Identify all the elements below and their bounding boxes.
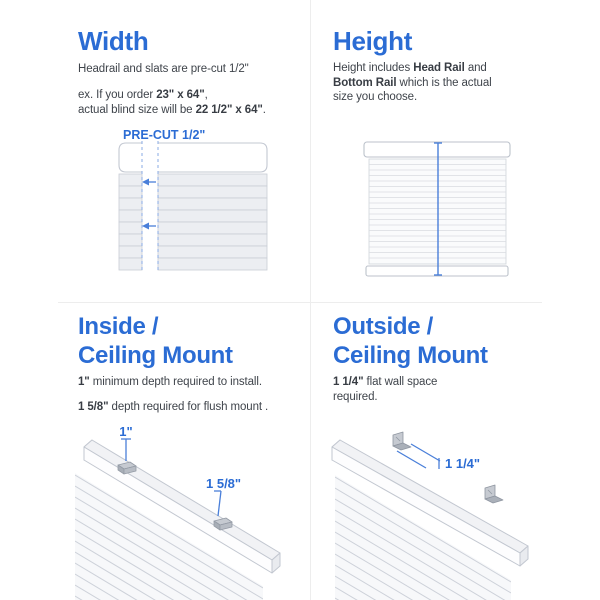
wall-bracket-left-icon (393, 432, 411, 450)
height-desc-seg2: and (464, 62, 487, 74)
precut-label: PRE-CUT 1/2" (123, 128, 206, 142)
inside-title-line2: Ceiling Mount (78, 342, 233, 369)
depth-1in-label: 1" (119, 424, 133, 439)
width-title: Width (78, 26, 149, 56)
width-example-prefix: ex. If you order (78, 89, 157, 101)
height-desc-seg4: size you choose. (333, 91, 418, 103)
inside-mount-title (78, 312, 233, 370)
outside-mount-diagram (325, 420, 575, 600)
inside-flush-text: depth required for flush mount . (108, 401, 269, 413)
outside-space-value: 1 1/4" (333, 376, 364, 388)
height-title: Height (333, 26, 413, 56)
depth-measure-1in (119, 424, 132, 461)
outside-space-desc (333, 375, 493, 404)
height-bottom-rail-bold: Bottom Rail (333, 76, 397, 89)
main-slat-stack (158, 174, 267, 270)
inside-mount-diagram (55, 420, 300, 600)
height-desc-seg1: Height includes (333, 62, 414, 74)
width-example-ordered-size: 23" x 64" (156, 89, 205, 101)
inside-flush-desc (78, 400, 268, 415)
width-precut-diagram (105, 122, 290, 274)
head-rail (364, 142, 510, 157)
width-desc-precut (78, 62, 249, 77)
width-example-actual-prefix: actual blind size will be (78, 103, 196, 116)
horizontal-divider (58, 302, 542, 303)
outside-mount-title (333, 312, 488, 370)
width-desc-example (78, 88, 266, 117)
cut-arrow-bottom-icon (142, 223, 156, 230)
wall-bracket-right-icon (485, 485, 503, 503)
height-measure-diagram (350, 132, 520, 282)
headrail-cut-piece (119, 143, 142, 172)
depth-measure-158in (206, 476, 241, 516)
inside-depth-desc (78, 375, 262, 390)
inside-depth-value: 1" (78, 376, 90, 388)
height-desc (333, 61, 523, 105)
wall-space-label: 1 1/4" (445, 456, 481, 471)
width-example-comma: , (204, 89, 208, 101)
cut-slat-strip (119, 174, 142, 270)
wall-space-measure (397, 444, 480, 471)
cut-arrow-top-icon (142, 179, 156, 186)
height-desc-seg3: which is the actual (396, 76, 492, 89)
height-head-rail-bold: Head Rail (413, 62, 465, 74)
depth-158-label: 1 5/8" (206, 476, 242, 491)
inside-title-line1: Inside / (78, 313, 159, 340)
outside-space-text1: flat wall space (363, 376, 438, 388)
inside-flush-value: 1 5/8" (78, 401, 109, 413)
inside-depth-text: minimum depth required to install. (89, 376, 262, 388)
headrail-main-piece (158, 143, 267, 172)
vertical-divider (310, 0, 311, 600)
outside-title-line1: Outside / (333, 313, 433, 340)
width-example-period: . (262, 103, 266, 116)
outside-title-line2: Ceiling Mount (333, 342, 488, 369)
width-desc-precut-text: Headrail and slats are pre-cut 1/2" (78, 63, 249, 75)
width-example-actual-size: 22 1/2" x 64" (195, 103, 263, 116)
outside-space-text2: required. (333, 390, 378, 403)
